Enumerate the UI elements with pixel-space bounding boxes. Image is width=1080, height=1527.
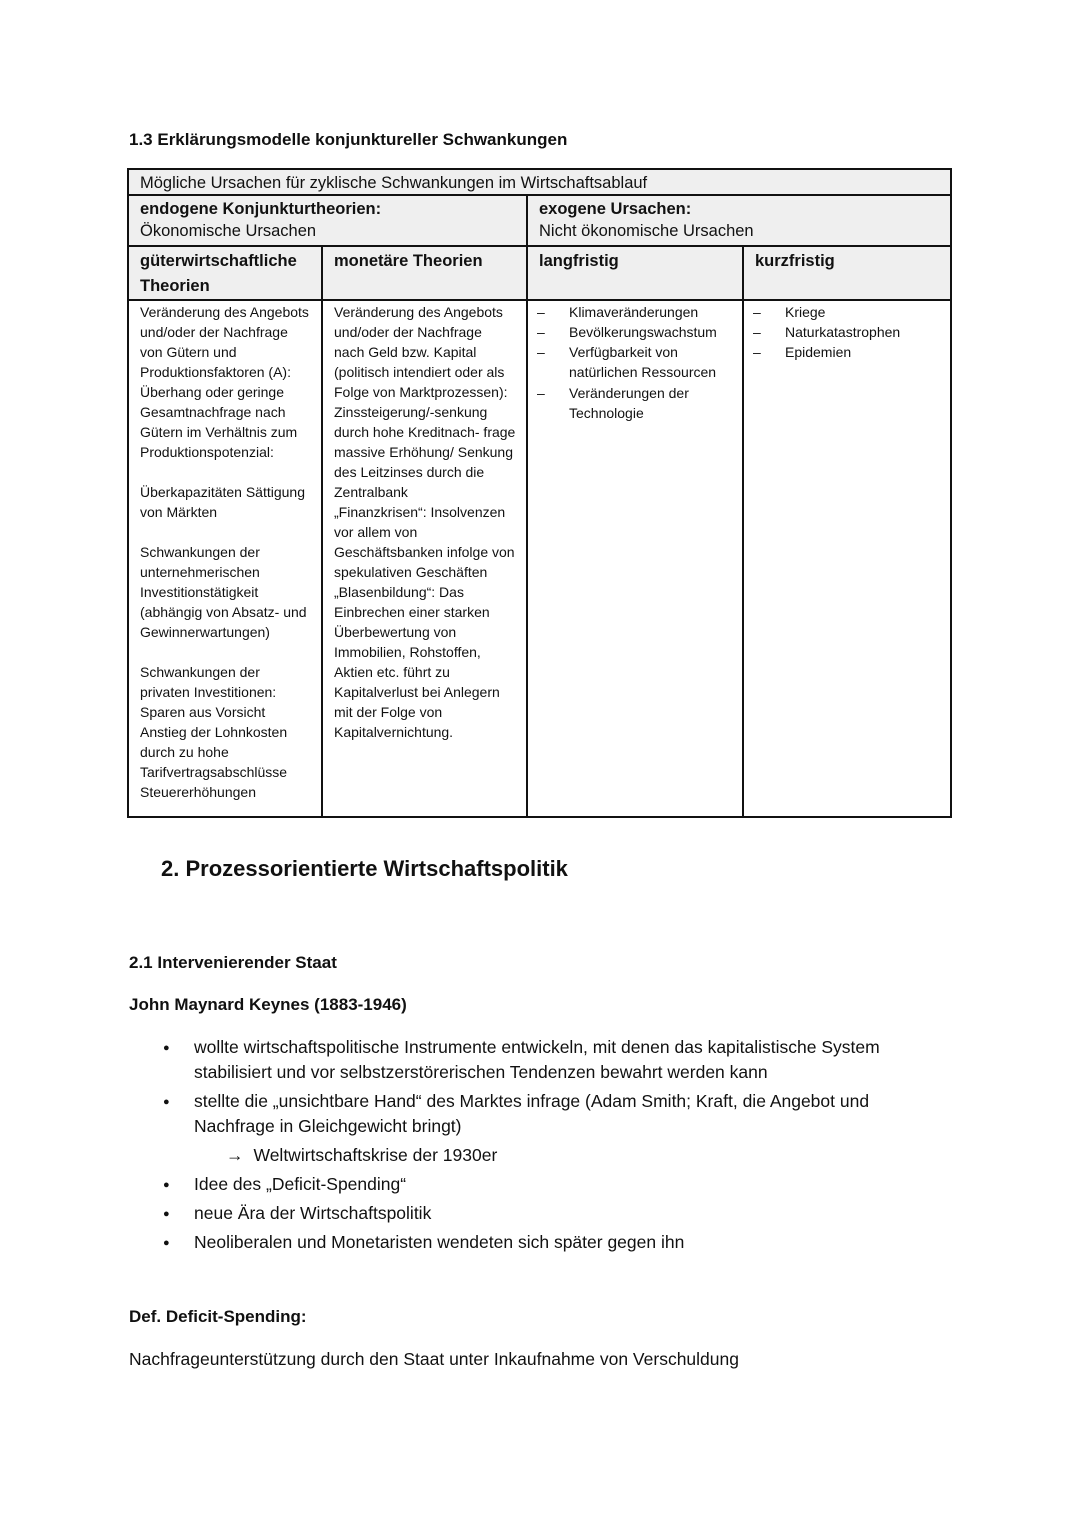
arrow-icon: → xyxy=(226,1145,244,1165)
table-main-header: Mögliche Ursachen für zyklische Schwankungen im Wirtschaftsablauf xyxy=(128,169,951,195)
exogen-subtitle: Nicht ökonomische Ursachen xyxy=(539,222,754,240)
endogen-subtitle: Ökonomische Ursachen xyxy=(140,222,317,240)
col-header-langfristig: langfristig xyxy=(527,246,743,300)
section-heading-2-1: 2.1 Intervenierender Staat xyxy=(129,953,337,972)
section-heading-1-3: 1.3 Erklärungsmodelle konjunktureller Schwankungen xyxy=(129,130,568,149)
causes-table xyxy=(127,168,952,818)
monetaer-text-4: „Blasenbildung“: Das Einbrechen einer starken Überbewertung von Immobilien, Rohstoffen, Aktien etc. führt zu Kapitalverlust bei Anlegern mit der Folge von Kapitalvernichtung. xyxy=(334,584,500,740)
gueter-text-1: Veränderung des Angebots und/oder der Nachfrage von Gütern und Produktionsfaktoren (A): Überhang oder geringe Gesamtnachfrage nach Gütern im Verhältnis zum Produktionspotenzial: xyxy=(140,304,309,460)
endogen-title: endogene Konjunkturtheorien: xyxy=(140,200,382,218)
monetaer-text-1: Veränderung des Angebots und/oder der Nachfrage nach Geld bzw. Kapital (politisch intendiert oder als Folge von Marktprozessen): xyxy=(334,304,508,400)
monetaer-cell xyxy=(322,300,527,817)
list-item: – Veränderungen der Technologie xyxy=(537,383,732,423)
definition-heading: Def. Deficit-Spending: xyxy=(129,1307,307,1326)
langfristig-list xyxy=(537,302,732,423)
bullet-item: ● neue Ära der Wirtschaftspolitik xyxy=(160,1201,940,1226)
col-header-monetaer: monetäre Theorien xyxy=(322,246,527,300)
kurzfristig-list xyxy=(753,302,940,362)
section-heading-2: 2. Prozessorientierte Wirtschaftspolitik xyxy=(161,856,568,881)
keynes-heading: John Maynard Keynes (1883-1946) xyxy=(129,995,407,1014)
list-item: – Kriege xyxy=(753,302,940,322)
keynes-bullet-list xyxy=(160,1035,940,1259)
list-item: – Epidemien xyxy=(753,342,940,362)
exogen-title: exogene Ursachen: xyxy=(539,200,692,218)
list-item: – Bevölkerungswachstum xyxy=(537,322,732,342)
arrow-note xyxy=(160,1143,940,1168)
exogen-header xyxy=(527,195,951,246)
kurzfristig-cell xyxy=(743,300,951,817)
list-item: – Klimaveränderungen xyxy=(537,302,732,322)
bullet-item: ● stellte die „unsichtbare Hand“ des Marktes infrage (Adam Smith; Kraft, die Angebot und Nachfrage in Gleichgewicht bringt) xyxy=(160,1089,940,1139)
langfristig-cell xyxy=(527,300,743,817)
bullet-item: ● wollte wirtschaftspolitische Instrumente entwickeln, mit denen das kapitalistische System stabilisiert und vor selbstzerstörerischen Tendenzen bewahrt werden kann xyxy=(160,1035,940,1085)
monetaer-text-3: „Finanzkrisen“: Insolvenzen vor allem von Geschäftsbanken infolge von spekulativen Geschäften xyxy=(334,504,515,580)
bullet-item: ● Neoliberalen und Monetaristen wendeten sich später gegen ihn xyxy=(160,1230,940,1255)
arrow-note-text: Weltwirtschaftskrise der 1930er xyxy=(253,1145,498,1165)
col-header-kurzfristig: kurzfristig xyxy=(743,246,951,300)
list-item: – Naturkatastrophen xyxy=(753,322,940,342)
gueter-text-4: Schwankungen der privaten Investitionen: Sparen aus Vorsicht Anstieg der Lohnkosten durch zu hohe Tarifvertragsabschlüsse Steuererhöhungen xyxy=(140,664,288,800)
endogen-header xyxy=(128,195,527,246)
list-item: – Verfügbarkeit von natürlichen Ressourcen xyxy=(537,342,732,382)
monetaer-text-2: Zinssteigerung/-senkung durch hohe Kreditnach- frage massive Erhöhung/ Senkung des Leitzinses durch die Zentralbank xyxy=(334,404,516,500)
bullet-item: ● Idee des „Deficit-Spending“ xyxy=(160,1172,940,1197)
gueter-text-3: Schwankungen der unternehmerischen Investitionstätigkeit (abhängig von Absatz- und Gewinnerwartungen) xyxy=(140,544,307,640)
col-header-gueter: güterwirtschaftliche Theorien xyxy=(128,246,322,300)
definition-text: Nachfrageunterstützung durch den Staat unter Inkaufnahme von Verschuldung xyxy=(129,1349,739,1369)
gueter-cell xyxy=(128,300,322,817)
gueter-text-2: Überkapazitäten Sättigung von Märkten xyxy=(140,484,305,520)
